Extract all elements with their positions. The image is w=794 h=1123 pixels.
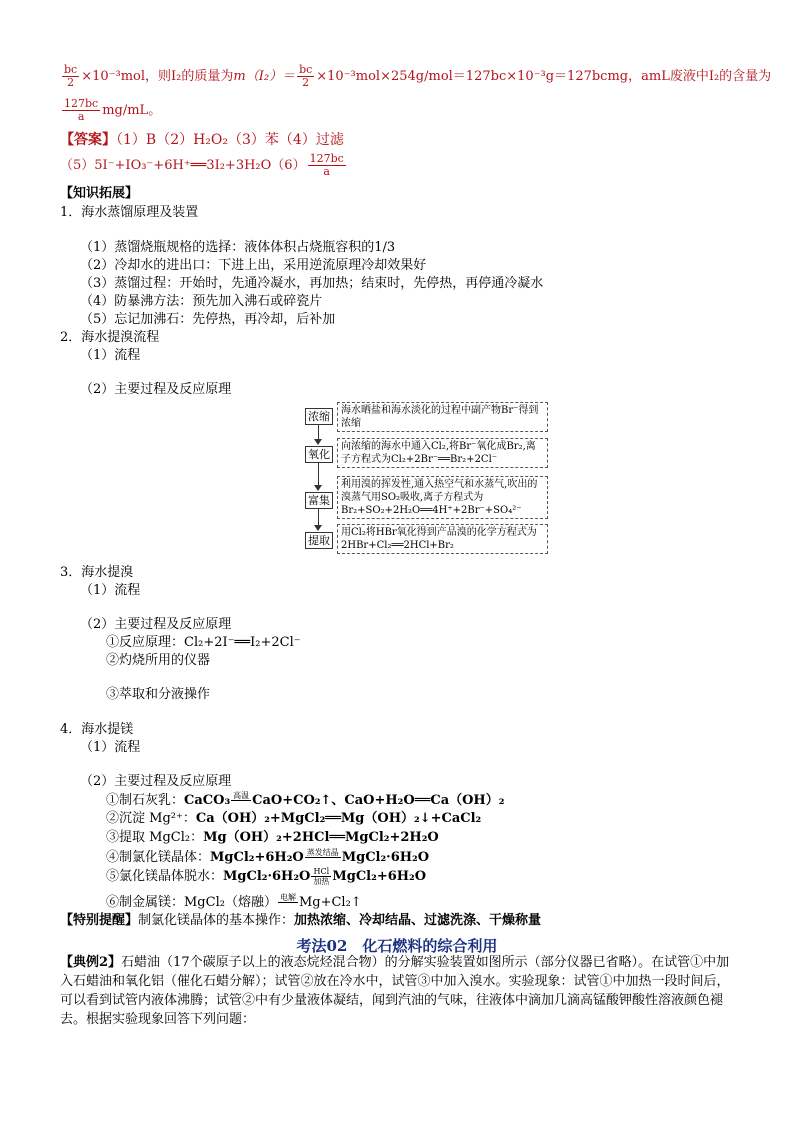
mg-reaction-6: ⑥制金属镁：MgCl₂（熔融） 电解 Mg+Cl₂↑ [106,893,362,910]
mg-reaction-3: ③提取 MgCl₂：Mg（OH）₂+2HCl══MgCl₂+2H₂O [106,830,439,845]
condition-arrow: 电解 [279,893,296,902]
condition-arrow: HCl 加热 [313,867,330,886]
ext-item: （2）主要过程及反应原理 [80,774,232,789]
answer-line-1: 【答案】（1）B（2）H₂O₂（3）苯（4）过滤 [60,132,344,148]
flow-connector [318,509,319,525]
ext-item: （2）主要过程及反应原理 [80,382,232,397]
fraction: $\frac{bc}{2}$ [299,63,313,89]
fraction: $\frac{bc}{2}$ [64,63,78,89]
flow-step: 浓缩 [305,408,333,425]
flow-step: 提取 [305,532,333,549]
bromine-flow-diagram [300,402,548,554]
ext-section-1: 1．海水蒸馏原理及装置 [60,205,199,220]
calc-line-2: $\frac{127bc}{a}$ mg/mL。 [64,97,162,123]
ext-section-2: 2．海水提溴流程 [60,330,160,345]
mg-reaction-2: ②沉淀 Mg²⁺：Ca（OH）₂+MgCl₂══Mg（OH）₂↓+CaCl₂ [106,811,482,826]
mg-reaction-5: ⑤氯化镁晶体脱水：MgCl₂·6H₂O HCl 加热 MgCl₂+6H₂O [106,867,427,886]
ext-section-4: 4．海水提镁 [60,722,134,737]
ext-item: （4）防暴沸方法：预先加入沸石或碎瓷片 [80,294,323,309]
ext-item: （1）流程 [80,740,141,755]
fraction: $\frac{127bc}{a}$ [309,152,344,178]
calc-line-1: $\frac{bc}{2}$ ×10⁻³mol，则I₂的质量为m（I₂）＝ $\frac{bc}{2}$ ×10⁻³mol×254g/mol＝127bc×10⁻³g＝127bcmg，amL废液中I₂的含量为 [64,63,772,89]
arrow-down-icon [314,439,322,445]
ext-item: （5）忘记加沸石：先停热，再冷却，后补加 [80,312,336,327]
arrow-down-icon [314,485,322,491]
ext-item: （1）蒸馏烧瓶规格的选择：液体体积占烧瓶容积的1/3 [80,240,396,255]
flow-note: 向浓缩的海水中通入Cl₂,将Br⁻氧化成Br₂,离子方程式为Cl₂+2Br⁻══Br₂+2Cl⁻ [337,438,548,468]
ext-item: （1）流程 [80,583,141,598]
ext-item: （1）流程 [80,348,141,363]
ext-item: （3）蒸馏过程：开始时，先通冷凝水，再加热；结束时，先停热，再停通冷凝水 [80,276,544,291]
arrow-down-icon [314,525,322,531]
example-paragraph: 【典例2】石蜡油（17个碳原子以上的液态烷烃混合物）的分解实验装置如图所示（部分仪器已省略）。在试管①中加入石蜡油和氧化铝（催化石蜡分解）；试管②放在冷水中，试管③中加入溴水。实验现象：试管①中加热一段时间后，可以看到试管内液体沸腾；试管②中有少量液体凝结，闻到汽油的气味，往液体中滴加几滴高锰酸钾酸性溶液颜色褪去。根据实验现象回答下列问题： [60,955,730,1027]
mg-reaction-4: ④制氯化镁晶体：MgCl₂+6H₂O 蒸发结晶 MgCl₂·6H₂O [106,848,430,865]
flow-connector [318,425,319,439]
ext-section-3: 3．海水提溴 [60,565,134,580]
flow-step: 富集 [305,492,333,509]
condition-arrow: 高温 [233,791,250,800]
ext-item: （2）主要过程及反应原理 [80,617,232,632]
section-title: 考法02 化石燃料的综合利用 [296,937,498,955]
mg-reaction-1: ①制石灰乳：CaCO₃ 高温 CaO+CO₂↑、CaO+H₂O══Ca（OH）₂ [106,791,505,808]
condition-arrow: 蒸发结晶 [306,848,339,857]
ext-item: （2）冷却水的进出口：下进上出，采用逆流原理冷却效果好 [80,258,427,273]
ext-item: ③萃取和分液操作 [106,687,211,702]
special-tip: 【特别提醒】制氯化镁晶体的基本操作：加热浓缩、冷却结晶、过滤洗涤、干燥称量 [60,913,542,928]
ext-item: ②灼烧所用的仪器 [106,653,211,668]
fraction: $\frac{127bc}{a}$ [64,97,99,123]
ext-label: 【知识拓展】 [60,186,139,201]
answer-line-2: （5）5I⁻+IO₃⁻+6H⁺══3I₂+3H₂O（6） $\frac{127bc}{a}$ [60,152,344,178]
ext-item: ①反应原理：Cl₂+2I⁻══I₂+2Cl⁻ [106,635,301,650]
flow-note: 用Cl₂将HBr氧化得到产品溴的化学方程式为2HBr+Cl₂══2HCl+Br₂ [337,524,548,554]
flow-step: 氧化 [305,446,333,463]
flow-connector [318,463,319,485]
flow-note: 海水晒盐和海水淡化的过程中副产物Br⁻得到浓缩 [337,402,548,432]
flow-note: 利用溴的挥发性,通入热空气和水蒸气,吹出的溴蒸气用SO₂吸收,离子方程式为Br₂+SO₂+2H₂O══4H⁺+2Br⁻+SO₄²⁻ [337,476,548,519]
